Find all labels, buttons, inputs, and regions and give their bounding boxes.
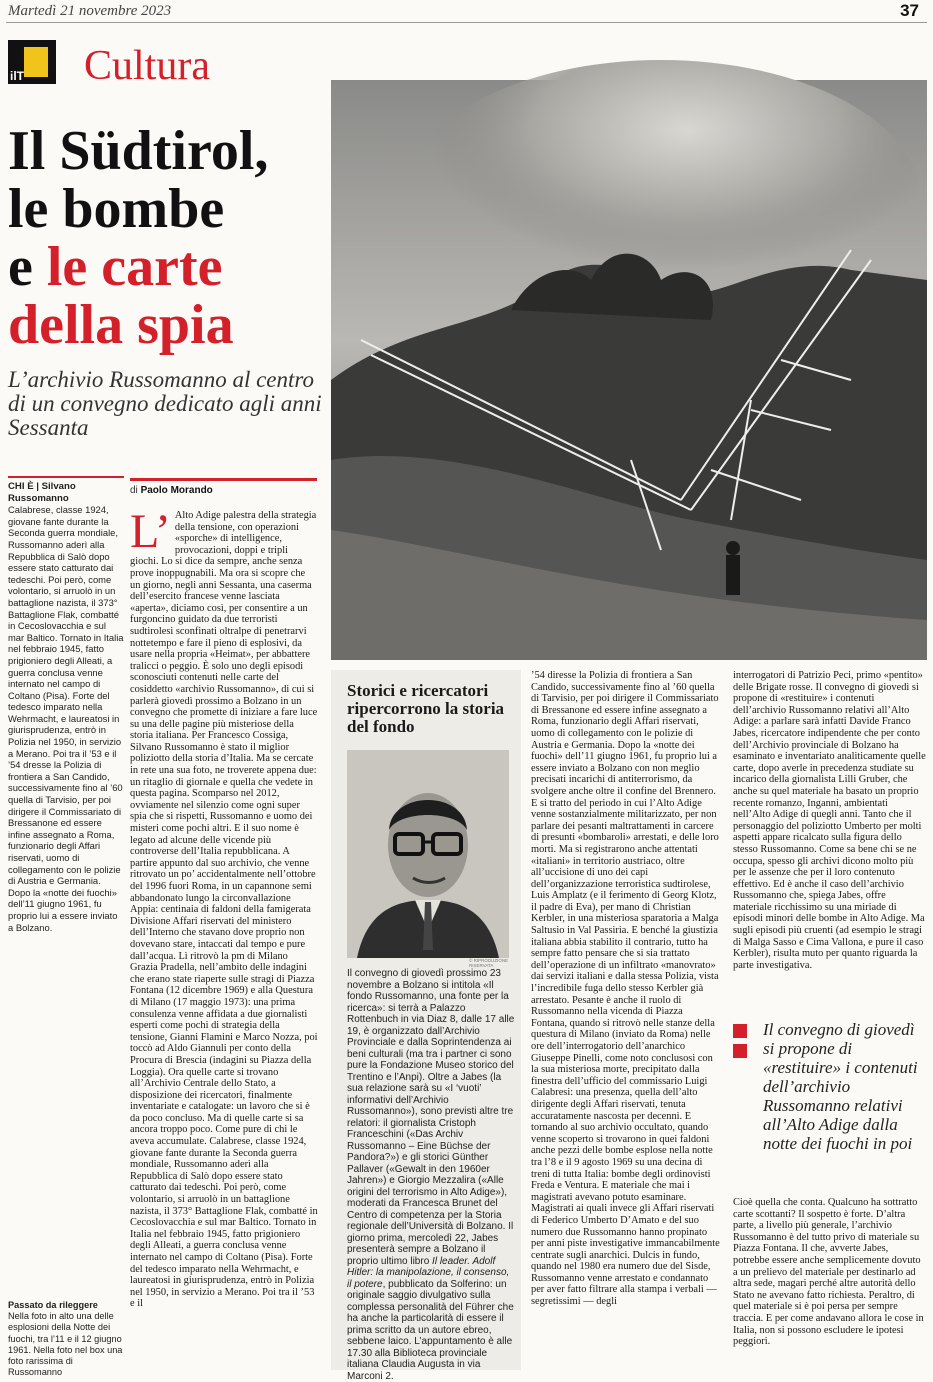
info-box bbox=[331, 670, 521, 1382]
header-divider bbox=[6, 22, 927, 23]
article-column-3: ’54 diresse la Polizia di frontiera a San Candido, successivamente fino al ’60 quella di Tarvisio, per poi dirigere il Commissariato di Bressanone ed essere infine assegnato a Roma, funzionario degli Affari riservati, uomo di collegamento con le polizie di Austria e Germania. Dopo la «notte dei fuochi» dell’11 giugno 1961, fu proprio lui a essere inviato a Bolzano con non meglio precisati incarichi di antiterrorismo, da svolgere anche oltre il confine del Brennero. E si tratto del periodo in cui l’Alto Adige venne sostanzialmente militarizzato, per non parlare dei pesanti maltrattamenti in carcere di presunti «bombaroli» arrestati, e delle loro morti. Ma si registrarono anche attentati «italiani» in territorio austriaco, oltre all’uccisione di uno dei capi dell’organizzazione terroristica sudtirolese, Luis Amplatz (e il ferimento di Georg Klotz, il padre di Eva), per mano di Christian Kerbler, in una misteriosa sparatoria a Malga Saltusio in Val Passiria. E benché la giustizia italiana abbia stabilito il contrario, tutto ha sempre fatto pensare che si sia trattato dell’operazione di un infiltrato «manovrato» dai servizi italiani e dalla stessa Polizia, vista l’incredibile fuga dello stesso Kerbler già arrestato. Pesante è anche il ruolo di Russomanno nella vicenda di Piazza Fontana, quando si ritrovò nelle stanze della questura di Milano (inviato da Roma) nelle ore dell’interrogatorio dell’anarchico Giuseppe Pinelli, come noto conclusosi con la sua misteriosa morte, precipitato dalla finestra dell’ufficio del commissario Luigi Calabresi: una presenza, quella dell’alto dirigente degli Affari riservati, tenuta accuratamente nascosta per decenni. E tornando al suo archivio occultato, quando venne scoperto si trovarono in quei faldoni anche pezzi delle bombe esplose nella notte tra l’8 e il 9 agosto 1969 su una decina di treni di tutta Italia: bombe degli ordinovisti Freda e Ventura. E materiale che mai i magistrati avevano potuto esaminare. Magistrati ai quali invece gli Affari riservati di Federico Umberto D’Amato e del suo numero due Russomanno hanno propinato per anni piste investigative immancabilmente centrate sugli anarchici. Dulcis in fundo, quando nel 1980 era numero due del Sisde, Russomanno venne arrestato e condannato per aver fatto filtrare alla stampa i verbali — segretissimi — degli bbox=[531, 670, 720, 1308]
byline-prefix: di bbox=[130, 485, 141, 496]
caption-title: Passato da rileggere bbox=[8, 1300, 98, 1310]
newspaper-logo bbox=[8, 40, 56, 84]
bio-text: Calabrese, classe 1924, giovane fante durante la Seconda guerra mondiale, Russomanno aderì alla Repubblica di Salò dopo essere stato catturato dai tedeschi. Poi però, come volontario, si arruolò in un battaglione nazista, il 373° Battaglione Flak, combatté in Cecoslovacchia e sul mar Baltico. Tornato in Italia nel febbraio 1945, fatto prigioniero degli Alleati, a guerra conclusa venne internato nel campo di Coltano (Pisa). Forte del tedesco imparato nella Wehrmacht, e laureatosi in giurisprudenza, entrò in Polizia nel 1950, in servizio a Merano. Poi tra il ’53 e il ’54 dresse la Polizia di frontiera a San Candido, successivamente fino al ’60 quella di Tarvisio, per poi dirigere il Commissariato di Bressanone ed essere infine assegnato a Roma, funzionario degli Affari riservati, uomo di collegamento con le polizie di Austria e Germania. Dopo la «notte dei fuochi» dell’11 giugno 1961, fu proprio lui a essere inviato a Bolzano. bbox=[8, 504, 124, 933]
article-column-4-continued: Cioè quella che conta. Qualcuno ha sottratto carte scottanti? Il sospetto è forte. D’altra parte, a livello più generale, l’archivio Russomanno è del tutto privo di materiale su Piazza Fontana. Il che, avverte Jabes, potrebbe essere anche semplicemente dovuto a un prelievo del materiale per destinarlo ad altra sede, magari perché altre autorità dello Stato ne avevano fatto richiesta. Peraltro, di quel materiale si è poi persa per sempre traccia. E per come andavano allora le cose in Italia, non si possono escludere le ipotesi peggiori. bbox=[733, 1197, 924, 1348]
pull-quote-text: Il convegno di giovedì si propone di «restituire» i contenuti dell’archivio Russomanno relativi all’Alto Adige dalla notte dei fuochi in poi bbox=[763, 1020, 918, 1153]
main-photo-explosion bbox=[331, 80, 927, 660]
bio-title: CHI È | Silvano Russomanno bbox=[8, 476, 124, 504]
byline-author: Paolo Morando bbox=[140, 485, 213, 496]
article-text-1: Alto Adige palestra della strategia della tensione, con operazioni «sporche» di intelligence, provocazioni, doppi e tripli giochi. Lo si dice da sempre, anche senza prove inoppugnabili. Ma ora si scopre che un giorno, negli anni Sessanta, una caserma dell’esercito francese venne lasciata «aperta», diciamo così, per consentire a un furgoncino guidato da due terroristi sudtirolesi sconfinati oltralpe di penetrarvi nottetempo e fare il pieno di esplosivi, da usare nella propria «Heimat», per abbattere tralicci o peggio. È solo uno degli episodi sconosciuti contenuti nelle carte del cosiddetto «archivio Russomanno», di cui si parlerà giovedì prossimo a Bolzano in un convegno che promette di iniziare a fare luce su una delle pagine più misteriose della storia italiana. Per Francesco Cossiga, Silvano Russomanno è stato il miglior poliziotto della storia d’Italia. Ma se cercate in rete una sua foto, ne troverete appena due: un ritaglio di giornale e quella che vedete in questa pagina. Scomparso nel 2012, ovviamente nel silenzio come ogni super spia che si rispetti, Russomanno e uomo dei misteri come pochi altri. E il suo nome è legato ad alcune delle vicende più controverse dell’Italia repubblicana. A partire appunto dal suo archivio, che venne ritrovato un po’ accidentalmente nell’ottobre del 1996 fuori Roma, in un capannone semi abbandonato lungo la circonvallazione Appia: centinaia di faldoni della famigerata Divisione Affari riservati del ministero dell’Interno che stavano dove proprio non dovevano stare, intaccati dal tempo e pure dall’acqua. Lì ritrovò la pm di Milano Grazia Pradella, nell’ambito delle indagini che erano state riaperte sulle stragi di Piazza Fontana (12 dicembre 1969) e alla Questura di Milano (17 maggio 1973): una prima consulenza venne affidata a due giornalisti esperti come pochi di strategia della tensione, Gianni Flamini e Marco Nozza, poi toccò ad Aldo Giannuli per conto della Procura di Brescia (indagini su Piazza della Loggia). Ora quelle carte si trovano all’Archivio Centrale dello Stato, a disposizione dei ricercatori, finalmente inventariate e catalogate: un lavoro che si è da poco concluso. Ma di quelle carte si sa ancora troppo poco. Come pure di chi le aveva accumulate. Calabrese, classe 1924, giovane fante durante la Seconda guerra mondiale, Russomanno aderì alla Repubblica di Salò dopo essere stato catturato dai tedeschi. Poi però, come volontario, si arruolò in un battaglione nazista, il 373° Battaglione Flak, combatté in Cecoslovacchia e sul mar Baltico. Tornato in Italia nel febbraio 1945, fatto prigioniero degli Alleati, a guerra conclusa venne internato nel campo di Coltano (Pisa). Forte del tedesco imparato nella Wehrmacht, e laureatosi in giurisprudenza, entrò in Polizia nel 1950, in servizio a Merano. Poi tra il ’53 e il bbox=[130, 510, 318, 1310]
headline-line-4: della spia bbox=[8, 294, 234, 356]
quote-marker-2 bbox=[733, 1044, 747, 1058]
headline-line-3a: e bbox=[8, 236, 47, 298]
photo-credit: © RIPRODUZIONE RISERVATA bbox=[469, 958, 509, 968]
box-title: Storici e ricercatori ripercorrono la storia del fondo bbox=[347, 681, 505, 736]
bio-sidebar bbox=[8, 476, 124, 933]
byline bbox=[130, 485, 213, 496]
caption-text: Nella foto in alto una delle esplosioni della Notte dei fuochi, tra l’11 e il 12 giugno 1961. Nella foto nel box una foto rarissima di Russomanno bbox=[8, 1311, 123, 1378]
headline-line-2: le bombe bbox=[8, 178, 225, 240]
article-column-1 bbox=[130, 505, 318, 1370]
page-number: 37 bbox=[900, 1, 919, 20]
issue-date: Martedì 21 novembre 2023 bbox=[8, 3, 172, 19]
quote-marker-1 bbox=[733, 1024, 747, 1038]
explosion-illustration bbox=[331, 80, 927, 660]
headline-line-1: Il Südtirol, bbox=[8, 120, 269, 182]
photo-caption bbox=[8, 1300, 124, 1378]
dropcap: L’ bbox=[130, 505, 171, 558]
book-title: Il leader. Adolf Hitler: la manipolazione, il consenso, il potere bbox=[347, 1255, 510, 1290]
box-text bbox=[347, 968, 515, 1382]
article-subheadline: L’archivio Russomanno al centro di un convegno dedicato agli anni Sessanta bbox=[8, 367, 322, 440]
portrait-illustration bbox=[347, 750, 509, 958]
box-text-b: , pubblicato da Solferino: un originale saggio divulgativo sulla complessa personalità del Führer che ha anche la particolarità di essere il prima scritto da un autore ebreo, sebbene laico. L’appuntamento è alle 17.30 alla Biblioteca provinciale italiana Claudia Augusta in via Marconi 2. bbox=[347, 1278, 514, 1382]
headline-line-3b: le carte bbox=[46, 236, 223, 298]
box-text-a: Il convegno di giovedì prossimo 23 novembre a Bolzano si intitola «Il fondo Russomanno, una fonte per la ricerca»: si terrà a Palazzo Rottenbuch in via Diaz 8, dalle 17 alle 19, è organizzato dall’Archivio Provinciale e dalla Soprintendenza ai beni culturali (ma tra i partner ci sono pure la Fondazione Museo storico del Trentino e l’Anpi). Oltre a Jabes (la sua relazione sarà su «I ‘vuoti’ informativi dell’Archivio Russomanno»), sono previsti altre tre relatori: il giornalista Cristoph Franceschini («Das Archiv Russomanno – Eine Büchse der Pandora?») e gli storici Günther Pallaver («Gewalt in den 1960er Jahren») e Giorgio Mezzalira («Alle origini del terrorismo in Alto Adige»), moderati da Francesca Brunet del Centro di competenza per la Storia regionale dell’Università di Bolzano. Il giorno prima, mercoledì 22, Jabes presenterà sempre a Bolzano il proprio ultimo libro bbox=[347, 968, 515, 1267]
byline-divider bbox=[130, 478, 317, 481]
article-headline bbox=[8, 122, 326, 354]
russomanno-portrait bbox=[347, 750, 509, 958]
logo-mark bbox=[24, 47, 48, 77]
section-title: Cultura bbox=[84, 43, 210, 89]
logo-text: ilT bbox=[10, 69, 24, 83]
article-column-4: interrogatori di Patrizio Peci, primo «pentito» delle Brigate rosse. Il convegno di giovedì si propone di «restituire» i contenuti dell’archivio Russomanno relativi all’Alto Adige: a parlare sarà infatti Davide Franco Jabes, ricercatore indipendente che per conto dell’Archivio provinciale di Bolzano ha esaminato e inventariato analiticamente quelle carte, dopo averle in precedenza studiate su incarico della giornalista Lilli Gruber, che anche su quel materiale ha basato un proprio recente romanzo, Inganni, ambientati nell’Alto Adige di quegli anni. Tanto che il personaggio del poliziotto Umberto per molti aspetti appare ricalcato sulla figura dello stesso Russomanno. Come sa bene chi se ne occupa, spesso gli archivi dicono molto più per le assenze che per il loro contenuto effettivo. Ed è anche il caso dell’archivio Russomanno che, spiega Jabes, offre materiale ricchissimo su una miriade di episodi minori delle bombe in Alto Adige. Ma sugli episodi più cruenti (ad esempio le stragi di Malga Sasso e Cima Vallona, e pure il caso Kerbler), risulta muto per quanto riguarda la parte investigativa. bbox=[733, 670, 926, 971]
